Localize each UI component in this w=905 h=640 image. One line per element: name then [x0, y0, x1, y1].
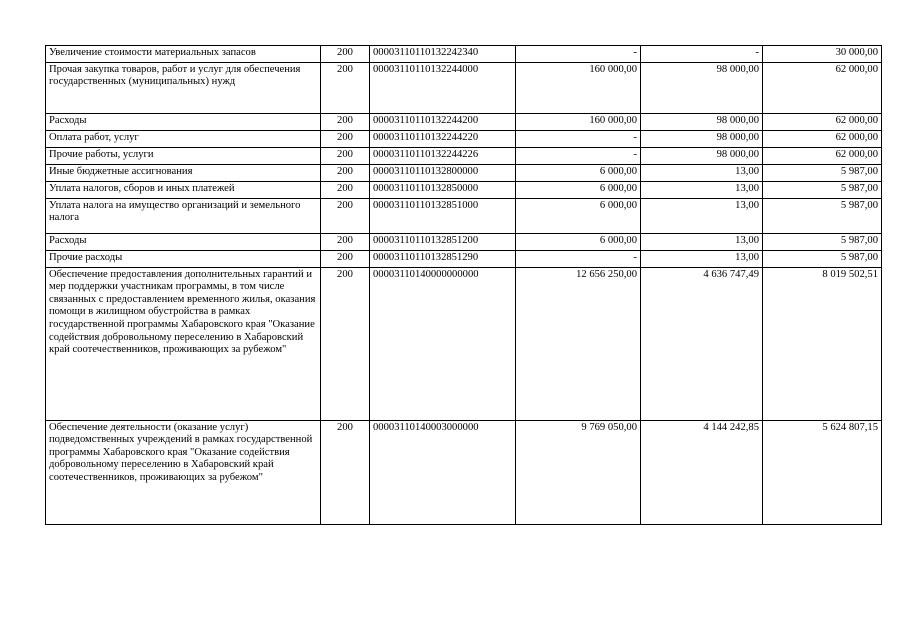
row-unexecuted: 5 987,00	[763, 198, 882, 233]
row-admin-code: 200	[321, 147, 370, 164]
table-row	[46, 113, 882, 130]
row-approved: 6 000,00	[516, 164, 641, 181]
table-row	[46, 198, 882, 233]
table-row	[46, 267, 882, 420]
table-row	[46, 164, 882, 181]
row-admin-code: 200	[321, 130, 370, 147]
table-row	[46, 233, 882, 250]
row-unexecuted: 5 987,00	[763, 233, 882, 250]
row-approved: 6 000,00	[516, 233, 641, 250]
row-name: Обеспечение деятельности (оказание услуг) подведомственных учреждений в рамках государственной программы Хабаровского края "Оказание содействия добровольному переселению в Хабаровский край соотечественников, проживающих за рубежом"	[46, 420, 321, 524]
row-admin-code: 200	[321, 250, 370, 267]
row-executed: 98 000,00	[641, 130, 763, 147]
row-name: Прочие расходы	[46, 250, 321, 267]
row-executed: 13,00	[641, 181, 763, 198]
row-unexecuted: 62 000,00	[763, 113, 882, 130]
row-budget-code: 00003110110132800000	[370, 164, 516, 181]
row-admin-code: 200	[321, 62, 370, 113]
row-unexecuted: 5 987,00	[763, 250, 882, 267]
row-unexecuted: 62 000,00	[763, 62, 882, 113]
row-approved: -	[516, 46, 641, 63]
row-admin-code: 200	[321, 420, 370, 524]
row-name: Иные бюджетные ассигнования	[46, 164, 321, 181]
row-executed: 13,00	[641, 233, 763, 250]
row-unexecuted: 5 624 807,15	[763, 420, 882, 524]
budget-table-body	[46, 46, 882, 525]
row-name: Оплата работ, услуг	[46, 130, 321, 147]
row-unexecuted: 5 987,00	[763, 181, 882, 198]
row-name: Прочая закупка товаров, работ и услуг для обеспечения государственных (муниципальных) нужд	[46, 62, 321, 113]
row-budget-code: 00003110110132244200	[370, 113, 516, 130]
row-approved: 160 000,00	[516, 62, 641, 113]
row-admin-code: 200	[321, 198, 370, 233]
budget-table	[45, 45, 882, 525]
table-row	[46, 420, 882, 524]
row-executed: 98 000,00	[641, 113, 763, 130]
row-budget-code: 00003110110132851290	[370, 250, 516, 267]
row-approved: -	[516, 147, 641, 164]
row-executed: 4 144 242,85	[641, 420, 763, 524]
row-admin-code: 200	[321, 267, 370, 420]
row-budget-code: 00003110110132850000	[370, 181, 516, 198]
row-admin-code: 200	[321, 46, 370, 63]
row-name: Расходы	[46, 233, 321, 250]
row-unexecuted: 5 987,00	[763, 164, 882, 181]
row-executed: 98 000,00	[641, 62, 763, 113]
row-approved: 9 769 050,00	[516, 420, 641, 524]
row-approved: 160 000,00	[516, 113, 641, 130]
row-unexecuted: 62 000,00	[763, 147, 882, 164]
table-row	[46, 250, 882, 267]
row-budget-code: 00003110110132244220	[370, 130, 516, 147]
row-admin-code: 200	[321, 164, 370, 181]
row-executed: 13,00	[641, 198, 763, 233]
row-name: Уплата налогов, сборов и иных платежей	[46, 181, 321, 198]
row-executed: 98 000,00	[641, 147, 763, 164]
row-budget-code: 00003110140000000000	[370, 267, 516, 420]
row-budget-code: 00003110140003000000	[370, 420, 516, 524]
row-executed: 13,00	[641, 164, 763, 181]
row-admin-code: 200	[321, 233, 370, 250]
row-executed: 4 636 747,49	[641, 267, 763, 420]
row-approved: -	[516, 130, 641, 147]
row-unexecuted: 62 000,00	[763, 130, 882, 147]
row-name: Увеличение стоимости материальных запасов	[46, 46, 321, 63]
row-approved: 6 000,00	[516, 198, 641, 233]
table-row	[46, 62, 882, 113]
table-row	[46, 46, 882, 63]
row-approved: 6 000,00	[516, 181, 641, 198]
row-budget-code: 00003110110132851000	[370, 198, 516, 233]
table-row	[46, 181, 882, 198]
row-name: Прочие работы, услуги	[46, 147, 321, 164]
row-budget-code: 00003110110132244000	[370, 62, 516, 113]
row-executed: 13,00	[641, 250, 763, 267]
row-name: Расходы	[46, 113, 321, 130]
row-name: Уплата налога на имущество организаций и земельного налога	[46, 198, 321, 233]
row-approved: -	[516, 250, 641, 267]
row-budget-code: 00003110110132242340	[370, 46, 516, 63]
row-budget-code: 00003110110132851200	[370, 233, 516, 250]
row-admin-code: 200	[321, 181, 370, 198]
row-approved: 12 656 250,00	[516, 267, 641, 420]
table-row	[46, 147, 882, 164]
row-budget-code: 00003110110132244226	[370, 147, 516, 164]
row-name: Обеспечение предоставления дополнительных гарантий и мер поддержки участникам программы, в том числе связанных с предоставлением временного жилья, оказания помощи в жилищном обустройства в рамках государственной программы Хабаровского края "Оказание содействия добровольному переселению в Хабаровский край соотечественников, проживающих за рубежом"	[46, 267, 321, 420]
table-row	[46, 130, 882, 147]
row-unexecuted: 8 019 502,51	[763, 267, 882, 420]
row-unexecuted: 30 000,00	[763, 46, 882, 63]
row-admin-code: 200	[321, 113, 370, 130]
row-executed: -	[641, 46, 763, 63]
